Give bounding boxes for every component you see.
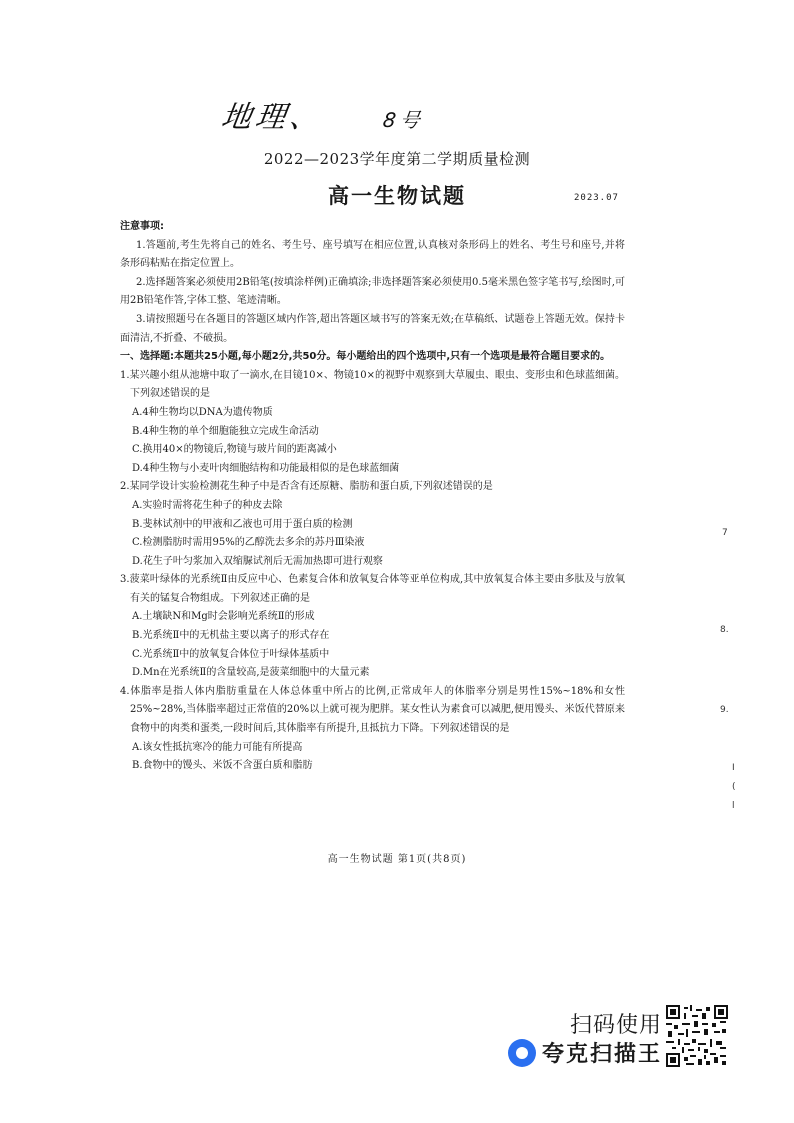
scan-to-use-label: 扫码使用 xyxy=(570,1013,663,1038)
section-heading: 一、选择题:本题共25小题,每小题2分,共50分。每小题给出的四个选项中,只有一个选项是最符合题目要求的。 xyxy=(120,351,611,363)
question-option: D.Mn在光系统Ⅱ的含量较高,是菠菜细胞中的大量元素 xyxy=(132,667,370,679)
question-option: A.实验时需将花生种子的种皮去除 xyxy=(132,499,283,511)
question-option: B.4种生物的单个细胞能独立完成生命活动 xyxy=(132,425,319,437)
question-option: B.光系统Ⅱ中的无机盐主要以离子的形式存在 xyxy=(132,630,330,642)
handwritten-annotation xyxy=(219,92,428,136)
exam-date: 2023.07 xyxy=(574,193,619,203)
notice-item: 3.请按照题号在各题目的答题区域内作答,超出答题区域书写的答案无效;在草稿纸、试题卷上答题无效。保持卡面清洁,不折叠、不破损。 xyxy=(120,313,625,344)
question-stem: 3.菠菜叶绿体的光系统Ⅱ由反应中心、色素复合体和放氧复合体等亚单位构成,其中放氧复合体主要由多肽及与放氧有关的锰复合物组成。下列叙述正确的是 xyxy=(120,574,625,604)
edge-mark: I xyxy=(732,763,735,773)
edge-mark: 7 xyxy=(722,528,728,538)
brand-name: 夸克扫描王 xyxy=(542,1042,663,1067)
handwritten-number: 8号 xyxy=(381,108,426,132)
question-stem: 2.某同学设计实验检测花生种子中是否含有还原糖、脂肪和蛋白质,下列叙述错误的是 xyxy=(120,481,493,493)
question-option: C.换用40×的物镜后,物镜与玻片间的距离减小 xyxy=(132,444,337,456)
question-option: C.检测脂肪时需用95%的乙醇洗去多余的苏丹Ⅲ染液 xyxy=(132,537,365,549)
notice-heading: 注意事项: xyxy=(120,221,164,232)
scanner-brand xyxy=(508,1037,662,1068)
question-stem: 1.某兴趣小组从池塘中取了一滴水,在目镜10×、物镜10×的视野中观察到大草履虫、眼虫、变形虫和色球蓝细菌。下列叙述错误的是 xyxy=(120,369,625,400)
question-option: A.4种生物均以DNA为遗传物质 xyxy=(132,406,273,418)
question-stem: 4.体脂率是指人体内脂肪重量在人体总体重中所占的比例,正常成年人的体脂率分别是男性15%~18%和女性25%~28%,当体脂率超过正常值的20%以上就可视为肥胖。某女性认为素食可以减肥,便用馒头、米饭代替原来食物中的肉类和蛋类,一段时间后,其体脂率有所提升,且抵抗力下降。下列叙述错误的是 xyxy=(120,685,625,735)
question-option: D.花生子叶匀浆加入双缩脲试剂后无需加热即可进行观察 xyxy=(132,555,383,567)
qr-code-icon[interactable] xyxy=(666,1005,728,1067)
question-option: A.该女性抵抗寒冷的能力可能有所提高 xyxy=(132,741,303,753)
edge-mark: 8. xyxy=(720,625,729,635)
exam-session: 2022—2023学年度第二学期质量检测 xyxy=(263,150,531,168)
edge-mark: l xyxy=(732,801,735,811)
question-option: D.4种生物与小麦叶肉细胞结构和功能最相似的是色球蓝细菌 xyxy=(132,462,400,474)
notice-item: 1.答题前,考生先将自己的姓名、考生号、座号填写在相应位置,认真核对条形码上的姓名、考生号和座号,并将条形码粘贴在指定位置上。 xyxy=(120,239,625,270)
exam-title: 高一生物试题 xyxy=(328,184,466,208)
question-option: B.食物中的馒头、米饭不含蛋白质和脂肪 xyxy=(132,760,313,772)
edge-mark: ( xyxy=(732,782,736,792)
handwritten-mark: 、 xyxy=(287,100,326,135)
handwritten-subject: 地理 xyxy=(219,100,292,135)
brand-logo-icon xyxy=(508,1039,536,1067)
question-option: C.光系统Ⅱ中的放氧复合体位于叶绿体基质中 xyxy=(132,648,330,660)
exam-content xyxy=(120,218,625,776)
page-footer: 高一生物试题 第1页(共8页) xyxy=(327,854,467,865)
question-option: B.斐林试剂中的甲液和乙液也可用于蛋白质的检测 xyxy=(132,518,353,530)
notice-item: 2.选择题答案必须使用2B铅笔(按填涂样例)正确填涂;非选择题答案必须使用0.5毫米黑色签字笔书写,绘图时,可用2B铅笔作答,字体工整、笔迹清晰。 xyxy=(120,276,625,307)
edge-mark: 9. xyxy=(720,705,729,715)
question-option: A.土壤缺N和Mg时会影响光系统Ⅱ的形成 xyxy=(132,611,315,623)
